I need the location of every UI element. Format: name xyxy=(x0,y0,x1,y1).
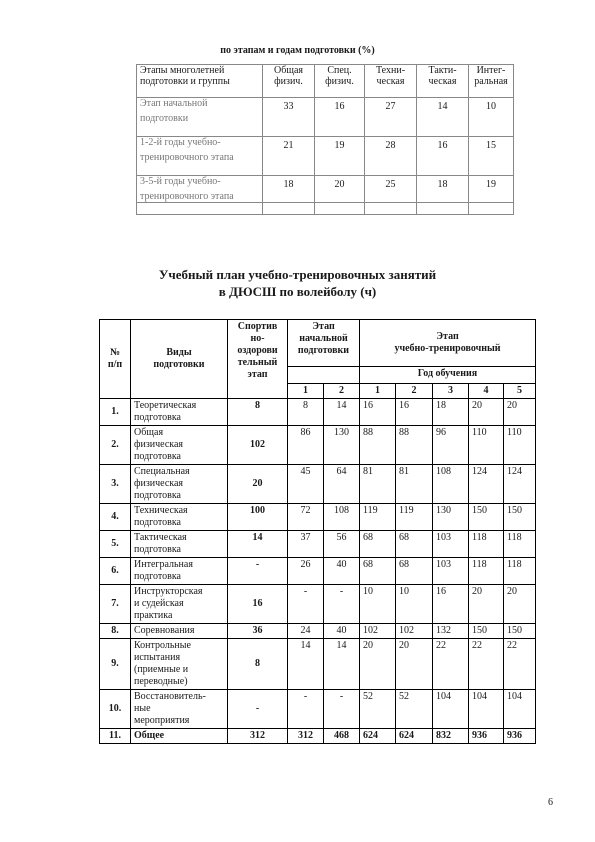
row-value: 118 xyxy=(469,558,504,585)
row-sport-stage: 100 xyxy=(228,504,288,531)
row-value: 102 xyxy=(396,624,433,639)
header-year-number: 2 xyxy=(396,384,433,399)
row-value: 624 xyxy=(396,729,433,744)
row-value: 119 xyxy=(396,504,433,531)
row-sport-stage: 16 xyxy=(228,585,288,624)
row-value: 119 xyxy=(360,504,396,531)
row-value: 124 xyxy=(469,465,504,504)
row-value: 40 xyxy=(324,558,360,585)
row-value: 52 xyxy=(360,690,396,729)
table1-caption: по этапам и годам подготовки (%) xyxy=(220,45,375,56)
t1-value-cell: 27 xyxy=(365,98,417,137)
row-sport-stage: - xyxy=(228,558,288,585)
row-value: 20 xyxy=(360,639,396,690)
row-kind: Техническая подготовка xyxy=(131,504,228,531)
row-value: 130 xyxy=(433,504,469,531)
t2-row xyxy=(100,465,536,504)
row-value: 150 xyxy=(504,504,536,531)
row-value: 81 xyxy=(396,465,433,504)
row-value: 26 xyxy=(288,558,324,585)
row-value: 68 xyxy=(360,531,396,558)
row-number: 10. xyxy=(100,690,131,729)
row-value: 130 xyxy=(324,426,360,465)
t1-header-cell: Этапы многолетней подготовки и группы xyxy=(137,65,263,98)
row-value: 468 xyxy=(324,729,360,744)
t1-header-cell: Общая физич. xyxy=(263,65,315,98)
row-value: 104 xyxy=(433,690,469,729)
distribution-table xyxy=(136,64,514,215)
row-value: 40 xyxy=(324,624,360,639)
row-value: 14 xyxy=(288,639,324,690)
t1-row-label: 3-5-й годы учебно- тренировочного этапа xyxy=(137,176,263,215)
t1-value-cell: 28 xyxy=(365,137,417,176)
row-value: 936 xyxy=(504,729,536,744)
row-number: 8. xyxy=(100,624,131,639)
row-value: 37 xyxy=(288,531,324,558)
t2-row xyxy=(100,531,536,558)
row-value: 88 xyxy=(396,426,433,465)
t2-row xyxy=(100,624,536,639)
header-year-number: 1 xyxy=(288,384,324,399)
row-kind: Общая физическая подготовка xyxy=(131,426,228,465)
row-kind: Контрольные испытания (приемные и переводные) xyxy=(131,639,228,690)
row-kind: Специальная физическая подготовка xyxy=(131,465,228,504)
row-value: 86 xyxy=(288,426,324,465)
row-value: 22 xyxy=(504,639,536,690)
row-sport-stage: 14 xyxy=(228,531,288,558)
t1-value-cell: 21 xyxy=(263,137,315,176)
row-value: 132 xyxy=(433,624,469,639)
row-value: - xyxy=(288,585,324,624)
row-value: 24 xyxy=(288,624,324,639)
row-value: 150 xyxy=(469,624,504,639)
header-initial-spacer xyxy=(288,367,360,384)
row-value: - xyxy=(288,690,324,729)
header-year: Год обучения xyxy=(360,367,536,384)
t2-row xyxy=(100,585,536,624)
header-year-number: 1 xyxy=(360,384,396,399)
row-value: 22 xyxy=(469,639,504,690)
row-kind: Общее xyxy=(131,729,228,744)
t2-row xyxy=(100,558,536,585)
row-value: 118 xyxy=(469,531,504,558)
row-kind: Инструкторская и судейская практика xyxy=(131,585,228,624)
row-number: 2. xyxy=(100,426,131,465)
row-value: 18 xyxy=(433,399,469,426)
row-value: 10 xyxy=(360,585,396,624)
row-value: 68 xyxy=(360,558,396,585)
t1-row-label: Этап начальной подготовки xyxy=(137,98,263,137)
t1-header-cell: Интег- ральная xyxy=(469,65,514,98)
row-value: 16 xyxy=(360,399,396,426)
t1-value-cell: 14 xyxy=(417,98,469,137)
row-value: 88 xyxy=(360,426,396,465)
row-value: 118 xyxy=(504,558,536,585)
t1-row xyxy=(137,176,514,215)
row-value: 20 xyxy=(504,585,536,624)
row-value: - xyxy=(324,585,360,624)
row-value: 96 xyxy=(433,426,469,465)
t1-row-label: 1-2-й годы учебно- тренировочного этапа xyxy=(137,137,263,176)
row-kind: Теоретическая подготовка xyxy=(131,399,228,426)
header-year-number: 5 xyxy=(504,384,536,399)
row-value: 20 xyxy=(396,639,433,690)
row-value: 8 xyxy=(288,399,324,426)
t1-header-cell: Спец. физич. xyxy=(315,65,365,98)
row-value: 102 xyxy=(360,624,396,639)
row-value: 72 xyxy=(288,504,324,531)
t2-row xyxy=(100,399,536,426)
row-value: 14 xyxy=(324,399,360,426)
t1-value-cell: 19 xyxy=(315,137,365,176)
t1-value-cell: 25 xyxy=(365,176,417,215)
row-value: 20 xyxy=(469,585,504,624)
t1-value-cell: 16 xyxy=(315,98,365,137)
row-kind: Восстановитель- ные мероприятия xyxy=(131,690,228,729)
t2-row xyxy=(100,690,536,729)
header-kind: Виды подготовки xyxy=(131,320,228,399)
row-value: 68 xyxy=(396,558,433,585)
t1-value-cell: 10 xyxy=(469,98,514,137)
row-sport-stage: - xyxy=(228,690,288,729)
row-value: 10 xyxy=(396,585,433,624)
row-value: 81 xyxy=(360,465,396,504)
header-year-number: 3 xyxy=(433,384,469,399)
row-value: 20 xyxy=(504,399,536,426)
table1-bottom-line xyxy=(136,202,513,203)
t1-value-cell: 18 xyxy=(417,176,469,215)
header-initial-stage: Этап начальной подготовки xyxy=(288,320,360,367)
row-value: 108 xyxy=(324,504,360,531)
row-value: 108 xyxy=(433,465,469,504)
row-value: 16 xyxy=(396,399,433,426)
row-kind: Тактическая подготовка xyxy=(131,531,228,558)
row-number: 4. xyxy=(100,504,131,531)
row-value: 103 xyxy=(433,558,469,585)
t1-value-cell: 16 xyxy=(417,137,469,176)
t1-value-cell: 33 xyxy=(263,98,315,137)
t1-value-cell: 15 xyxy=(469,137,514,176)
row-value: 624 xyxy=(360,729,396,744)
t1-row xyxy=(137,98,514,137)
row-value: 312 xyxy=(288,729,324,744)
header-training-stage: Этап учебно-тренировочный xyxy=(360,320,536,367)
page-number: 6 xyxy=(548,797,553,808)
row-value: 20 xyxy=(469,399,504,426)
row-number: 5. xyxy=(100,531,131,558)
row-sport-stage: 36 xyxy=(228,624,288,639)
row-value: 832 xyxy=(433,729,469,744)
row-value: 104 xyxy=(504,690,536,729)
row-sport-stage: 8 xyxy=(228,399,288,426)
row-sport-stage: 8 xyxy=(228,639,288,690)
row-sport-stage: 102 xyxy=(228,426,288,465)
row-number: 3. xyxy=(100,465,131,504)
table2-title: Учебный план учебно-тренировочных занятий в ДЮСШ по волейболу (ч) xyxy=(158,267,437,299)
t1-row xyxy=(137,137,514,176)
row-value: 45 xyxy=(288,465,324,504)
header-year-number: 2 xyxy=(324,384,360,399)
t2-row xyxy=(100,729,536,744)
t1-header-cell: Такти- ческая xyxy=(417,65,469,98)
row-value: 110 xyxy=(469,426,504,465)
header-year-number: 4 xyxy=(469,384,504,399)
row-number: 11. xyxy=(100,729,131,744)
training-plan-table xyxy=(99,319,536,744)
row-value: 16 xyxy=(433,585,469,624)
row-kind: Соревнования xyxy=(131,624,228,639)
t1-value-cell: 19 xyxy=(469,176,514,215)
t2-row xyxy=(100,504,536,531)
t1-value-cell: 20 xyxy=(315,176,365,215)
row-value: 22 xyxy=(433,639,469,690)
row-number: 9. xyxy=(100,639,131,690)
row-value: 936 xyxy=(469,729,504,744)
row-value: 150 xyxy=(504,624,536,639)
row-sport-stage: 312 xyxy=(228,729,288,744)
t2-row xyxy=(100,426,536,465)
row-number: 6. xyxy=(100,558,131,585)
row-value: 14 xyxy=(324,639,360,690)
row-number: 7. xyxy=(100,585,131,624)
row-value: 150 xyxy=(469,504,504,531)
t1-value-cell: 18 xyxy=(263,176,315,215)
row-value: 110 xyxy=(504,426,536,465)
row-value: - xyxy=(324,690,360,729)
t2-row xyxy=(100,639,536,690)
header-sport-stage: Спортив но- оздорови тельный этап xyxy=(228,320,288,399)
row-value: 52 xyxy=(396,690,433,729)
row-value: 68 xyxy=(396,531,433,558)
row-value: 124 xyxy=(504,465,536,504)
header-num: № п/п xyxy=(100,320,131,399)
row-value: 103 xyxy=(433,531,469,558)
row-number: 1. xyxy=(100,399,131,426)
row-kind: Интегральная подготовка xyxy=(131,558,228,585)
t1-header-cell: Техни- ческая xyxy=(365,65,417,98)
row-value: 104 xyxy=(469,690,504,729)
row-sport-stage: 20 xyxy=(228,465,288,504)
row-value: 64 xyxy=(324,465,360,504)
row-value: 118 xyxy=(504,531,536,558)
row-value: 56 xyxy=(324,531,360,558)
